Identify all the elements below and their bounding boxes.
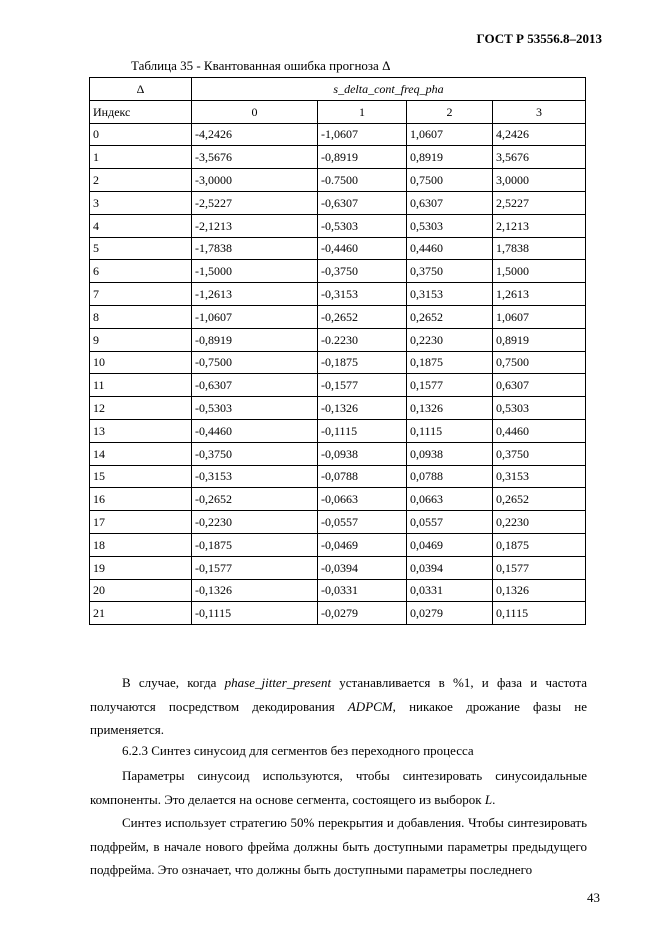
value-cell: -1,0607 <box>318 123 407 146</box>
table-row <box>90 602 586 625</box>
table-row <box>90 579 586 602</box>
table-row <box>90 351 586 374</box>
value-cell: 0,1326 <box>407 397 493 420</box>
value-cell: -0,2652 <box>192 488 318 511</box>
index-cell: 8 <box>90 305 192 328</box>
value-cell: -0,0279 <box>318 602 407 625</box>
value-cell: 1,0607 <box>493 305 586 328</box>
table-row <box>90 374 586 397</box>
index-cell: 1 <box>90 146 192 169</box>
delta-header-cell: Δ <box>90 78 192 101</box>
paragraph-sinusoid-params <box>90 764 587 811</box>
index-cell: 11 <box>90 374 192 397</box>
value-cell: 0,1115 <box>493 602 586 625</box>
value-cell: 2,1213 <box>493 214 586 237</box>
column-header-cell: 0 <box>192 100 318 123</box>
value-cell: -0,2230 <box>192 511 318 534</box>
index-cell: 4 <box>90 214 192 237</box>
value-cell: -0,0938 <box>318 442 407 465</box>
param-header-cell: s_delta_cont_freq_pha <box>192 78 586 101</box>
table-row <box>90 237 586 260</box>
table-row <box>90 328 586 351</box>
value-cell: 1,0607 <box>407 123 493 146</box>
value-cell: 0,2652 <box>407 305 493 328</box>
value-cell: 3,5676 <box>493 146 586 169</box>
value-cell: 0,6307 <box>493 374 586 397</box>
value-cell: 0,0557 <box>407 511 493 534</box>
value-cell: 0,8919 <box>407 146 493 169</box>
table-row <box>90 488 586 511</box>
index-cell: 14 <box>90 442 192 465</box>
para2-text-1: Параметры синусоид используются, чтобы синтезировать синусоидальные компоненты. Это делается на основе сегмента, состоящего из выборок <box>90 768 587 807</box>
table-row <box>90 191 586 214</box>
table-row <box>90 169 586 192</box>
value-cell: 0,3153 <box>493 465 586 488</box>
value-cell: 1,7838 <box>493 237 586 260</box>
value-cell: 0,0394 <box>407 556 493 579</box>
value-cell: -0,0663 <box>318 488 407 511</box>
index-cell: 3 <box>90 191 192 214</box>
value-cell: 0,4460 <box>407 237 493 260</box>
value-cell: 1,2613 <box>493 283 586 306</box>
index-cell: 19 <box>90 556 192 579</box>
table-row <box>90 465 586 488</box>
value-cell: -0,8919 <box>318 146 407 169</box>
value-cell: 0,2652 <box>493 488 586 511</box>
value-cell: -3,5676 <box>192 146 318 169</box>
para3-text: Синтез использует стратегию 50% перекрытия и добавления. Чтобы синтезировать подфрейм, в начале нового фрейма должны быть доступными параметры предыдущего подфрейма. Это означает, что должны быть доступными параметры последнего <box>90 815 587 877</box>
table-row <box>90 214 586 237</box>
quantized-error-table <box>89 77 586 625</box>
value-cell: -0,1115 <box>318 419 407 442</box>
value-cell: -0,1577 <box>318 374 407 397</box>
value-cell: -1,0607 <box>192 305 318 328</box>
value-cell: 0,7500 <box>493 351 586 374</box>
index-cell: 10 <box>90 351 192 374</box>
value-cell: 0,0663 <box>407 488 493 511</box>
value-cell: -1,5000 <box>192 260 318 283</box>
value-cell: -0,4460 <box>192 419 318 442</box>
value-cell: -0,6307 <box>192 374 318 397</box>
index-cell: 16 <box>90 488 192 511</box>
index-cell: 17 <box>90 511 192 534</box>
value-cell: -0,0788 <box>318 465 407 488</box>
index-cell: 7 <box>90 283 192 306</box>
value-cell: 0,0788 <box>407 465 493 488</box>
index-cell: 5 <box>90 237 192 260</box>
para1-italic-2: ADPCM <box>347 698 393 714</box>
table-row <box>90 397 586 420</box>
value-cell: 0,1875 <box>493 533 586 556</box>
value-cell: 0,3750 <box>493 442 586 465</box>
table-row <box>90 283 586 306</box>
table-row <box>90 533 586 556</box>
value-cell: 0,0331 <box>407 579 493 602</box>
table-row <box>90 305 586 328</box>
value-cell: 0,5303 <box>493 397 586 420</box>
value-cell: 0,1577 <box>407 374 493 397</box>
value-cell: 0,0279 <box>407 602 493 625</box>
index-cell: 21 <box>90 602 192 625</box>
table-caption: Таблица 35 - Квантованная ошибка прогноза Δ <box>131 58 391 73</box>
value-cell: -0.7500 <box>318 169 407 192</box>
value-cell: -0,1577 <box>192 556 318 579</box>
page-number: 43 <box>587 890 600 905</box>
index-cell: 20 <box>90 579 192 602</box>
value-cell: -0,1875 <box>318 351 407 374</box>
value-cell: -4,2426 <box>192 123 318 146</box>
value-cell: -0,0557 <box>318 511 407 534</box>
index-cell: 0 <box>90 123 192 146</box>
value-cell: -0,0469 <box>318 533 407 556</box>
value-cell: 2,5227 <box>493 191 586 214</box>
value-cell: 0,3750 <box>407 260 493 283</box>
table-row <box>90 442 586 465</box>
value-cell: 0,3153 <box>407 283 493 306</box>
table-row <box>90 260 586 283</box>
value-cell: 4,2426 <box>493 123 586 146</box>
value-cell: -0,0331 <box>318 579 407 602</box>
index-cell: 15 <box>90 465 192 488</box>
value-cell: -0,1875 <box>192 533 318 556</box>
index-cell: 6 <box>90 260 192 283</box>
value-cell: -0,3153 <box>192 465 318 488</box>
value-cell: 0,2230 <box>407 328 493 351</box>
table-row <box>90 419 586 442</box>
paragraph-synthesis <box>90 811 587 882</box>
column-header-cell: 2 <box>407 100 493 123</box>
value-cell: 0,2230 <box>493 511 586 534</box>
value-cell: -0,4460 <box>318 237 407 260</box>
para2-text-2: . <box>492 791 496 807</box>
index-cell: 2 <box>90 169 192 192</box>
value-cell: -0,1326 <box>192 579 318 602</box>
index-label-cell: Индекс <box>90 100 192 123</box>
value-cell: -1,2613 <box>192 283 318 306</box>
value-cell: 0,7500 <box>407 169 493 192</box>
section-heading-text: 6.2.3 Синтез синусоид для сегментов без переходного процесса <box>122 743 474 758</box>
value-cell: -0,1115 <box>192 602 318 625</box>
table-row <box>90 556 586 579</box>
table-row <box>90 146 586 169</box>
value-cell: 0,4460 <box>493 419 586 442</box>
value-cell: -2,1213 <box>192 214 318 237</box>
value-cell: -0.2230 <box>318 328 407 351</box>
value-cell: -0,6307 <box>318 191 407 214</box>
value-cell: 0,1875 <box>407 351 493 374</box>
column-header-cell: 3 <box>493 100 586 123</box>
index-cell: 12 <box>90 397 192 420</box>
value-cell: 0,1577 <box>493 556 586 579</box>
value-cell: -0,2652 <box>318 305 407 328</box>
value-cell: -0,5303 <box>318 214 407 237</box>
value-cell: 0,1115 <box>407 419 493 442</box>
column-header-cell: 1 <box>318 100 407 123</box>
section-heading <box>90 739 587 763</box>
para1-italic-1: phase_jitter_present <box>224 675 332 690</box>
value-cell: -3,0000 <box>192 169 318 192</box>
value-cell: -0,8919 <box>192 328 318 351</box>
value-cell: -0,5303 <box>192 397 318 420</box>
value-cell: -0,0394 <box>318 556 407 579</box>
value-cell: 0,0938 <box>407 442 493 465</box>
para1-text-1: В случае, когда <box>122 675 225 690</box>
value-cell: -0,1326 <box>318 397 407 420</box>
value-cell: 0,1326 <box>493 579 586 602</box>
value-cell: 0,0469 <box>407 533 493 556</box>
table-index-row <box>90 100 586 123</box>
paragraph-phase-jitter <box>90 671 587 742</box>
index-cell: 9 <box>90 328 192 351</box>
value-cell: -0,3750 <box>318 260 407 283</box>
index-cell: 13 <box>90 419 192 442</box>
value-cell: -0,7500 <box>192 351 318 374</box>
table-row <box>90 511 586 534</box>
value-cell: 0,6307 <box>407 191 493 214</box>
para1-text-3: , никакое дрожание фазы не применяется. <box>90 698 588 737</box>
para1-text-2: устанавливается в %1, и фаза и частота получаются посредством декодирования <box>90 675 587 714</box>
value-cell: 0,5303 <box>407 214 493 237</box>
value-cell: 0,8919 <box>493 328 586 351</box>
value-cell: 3,0000 <box>493 169 586 192</box>
value-cell: 1,5000 <box>493 260 586 283</box>
value-cell: -2,5227 <box>192 191 318 214</box>
value-cell: -1,7838 <box>192 237 318 260</box>
table-header-row <box>90 78 586 101</box>
table-row <box>90 123 586 146</box>
index-cell: 18 <box>90 533 192 556</box>
value-cell: -0,3750 <box>192 442 318 465</box>
para2-italic-1: L <box>484 791 493 807</box>
document-header: ГОСТ Р 53556.8–2013 <box>476 31 602 46</box>
value-cell: -0,3153 <box>318 283 407 306</box>
